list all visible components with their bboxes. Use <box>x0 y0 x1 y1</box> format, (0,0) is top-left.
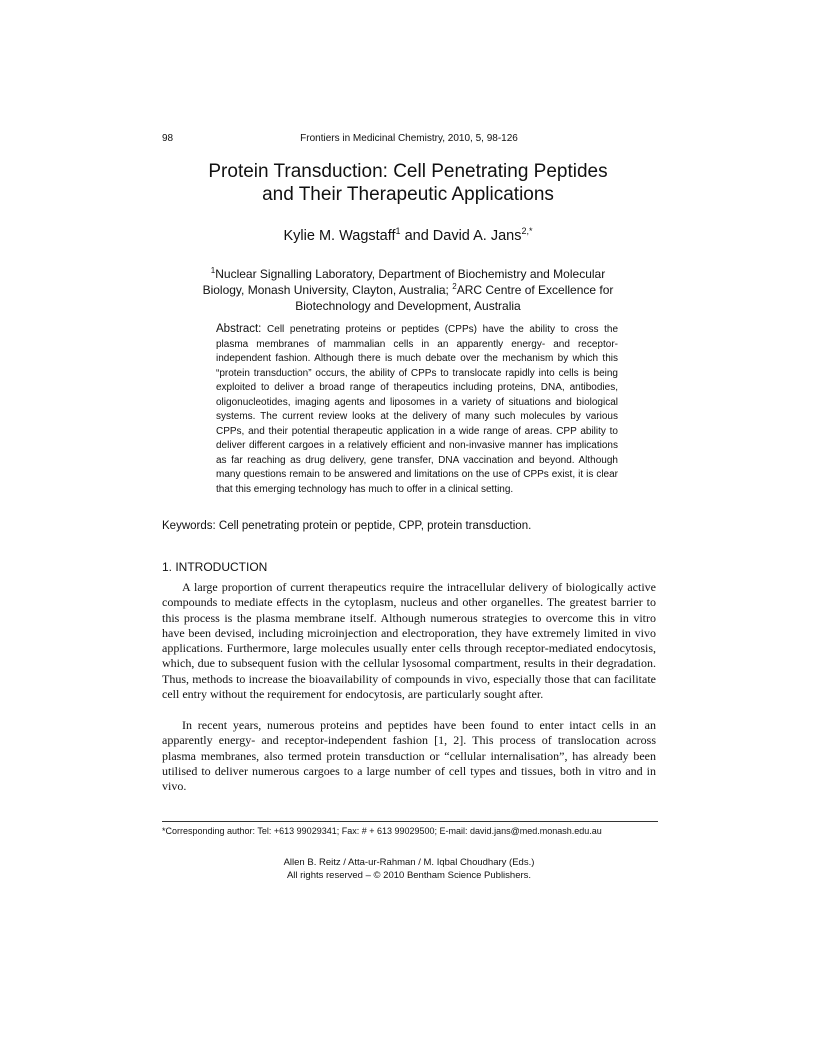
author-list <box>150 228 666 244</box>
body-paragraph <box>162 580 656 702</box>
author-name: Kylie M. Wagstaff <box>283 228 396 244</box>
paragraph-text: In recent years, numerous proteins and peptides have been found to enter intact cells in an apparently energy- and receptor-independent fashion [1, 2]. This process of translocation across plasma membranes, also termed protein transduction or “cellular internalisation”, has already been utilised to deliver numerous cargoes to a large number of cell types and tissues, both in vitro and in vivo. <box>162 718 656 794</box>
keywords-label: Keywords: <box>162 520 216 532</box>
author-name: David A. Jans <box>432 228 522 244</box>
abstract-text: Cell penetrating proteins or peptides (CPPs) have the ability to cross the plasma membranes of mammalian cells in an apparently energy- and receptor-independent fashion. Although there is much debate over the mechanism by which this “protein transduction” occurs, the ability of CPPs to translocate rapidly into cells is being exploited to deliver a broad range of therapeutics including proteins, DNA, antibodies, oligonucleotides, imaging agents and liposomes in a variety of situations and biological systems. The current review looks at the delivery of many such molecules by various CPPs, and their potential therapeutic application in a wide range of areas. CPP ability to deliver different cargoes in a relatively efficient and non-invasive manner has implications as far reaching as drug delivery, gene transfer, DNA vaccination and beyond. Although many questions remain to be answered and limitations on the use of CPPs exist, it is clear that this emerging technology has much to offer in a clinical setting. <box>216 324 619 495</box>
keywords <box>162 520 656 532</box>
paper-title <box>150 160 666 206</box>
affiliations <box>196 266 620 314</box>
affiliation-text: Nuclear Signalling Laboratory, Department of Biochemistry and Molecular Biology, Monash University, Clayton, Australia; <box>202 267 606 297</box>
keywords-text: Cell penetrating protein or peptide, CPP, protein transduction. <box>218 520 532 532</box>
affiliation-text: ARC Centre of Excellence for Biotechnology and Development, Australia <box>295 283 614 313</box>
section-heading: 1. INTRODUCTION <box>162 560 268 574</box>
affiliation-mark: 1 <box>210 266 216 275</box>
affiliation-mark: 2 <box>452 282 457 291</box>
page-number: 98 <box>162 133 174 144</box>
author-affiliation-mark: 1 <box>395 226 401 237</box>
publisher-info <box>162 856 656 882</box>
editors-line: Allen B. Reitz / Atta-ur-Rahman / M. Iqbal Choudhary (Eds.) <box>283 857 535 868</box>
journal-citation: Frontiers in Medicinal Chemistry, 2010, 5, 98-126 <box>300 133 518 144</box>
paper-title-line-2: and Their Therapeutic Applications <box>262 184 554 205</box>
abstract-label: Abstract: <box>216 323 262 335</box>
corresponding-author-footnote: *Corresponding author: Tel: +613 99029341; Fax: # + 613 99029500; E-mail: david.jans@med.monash.edu.au <box>162 826 602 836</box>
author-conjunction: and <box>400 228 433 244</box>
footnote-divider <box>162 821 658 822</box>
running-header <box>162 133 656 147</box>
author-affiliation-mark: 2,* <box>521 226 533 237</box>
abstract <box>216 322 618 497</box>
paper-title-line-1: Protein Transduction: Cell Penetrating Peptides <box>208 161 608 182</box>
body-paragraph <box>162 718 656 794</box>
copyright-line: All rights reserved – © 2010 Bentham Science Publishers. <box>286 870 532 881</box>
paragraph-text: A large proportion of current therapeutics require the intracellular delivery of biologically active compounds to mediate effects in the cytoplasm, nucleus and other organelles. The greatest barrier to this process is the plasma membrane itself. Although numerous strategies to overcome this in vitro have been devised, including microinjection and electroporation, they have extremely limited in vivo applications. Furthermore, large molecules usually enter cells through receptor-mediated endocytosis, which, due to subsequent fusion with the cellular lysosomal compartment, results in their degradation. Thus, methods to increase the bioavailability of compounds in vivo, especially those that can facilitate cell entry without the requirement for endocytosis, are particularly sought after. <box>162 580 656 702</box>
